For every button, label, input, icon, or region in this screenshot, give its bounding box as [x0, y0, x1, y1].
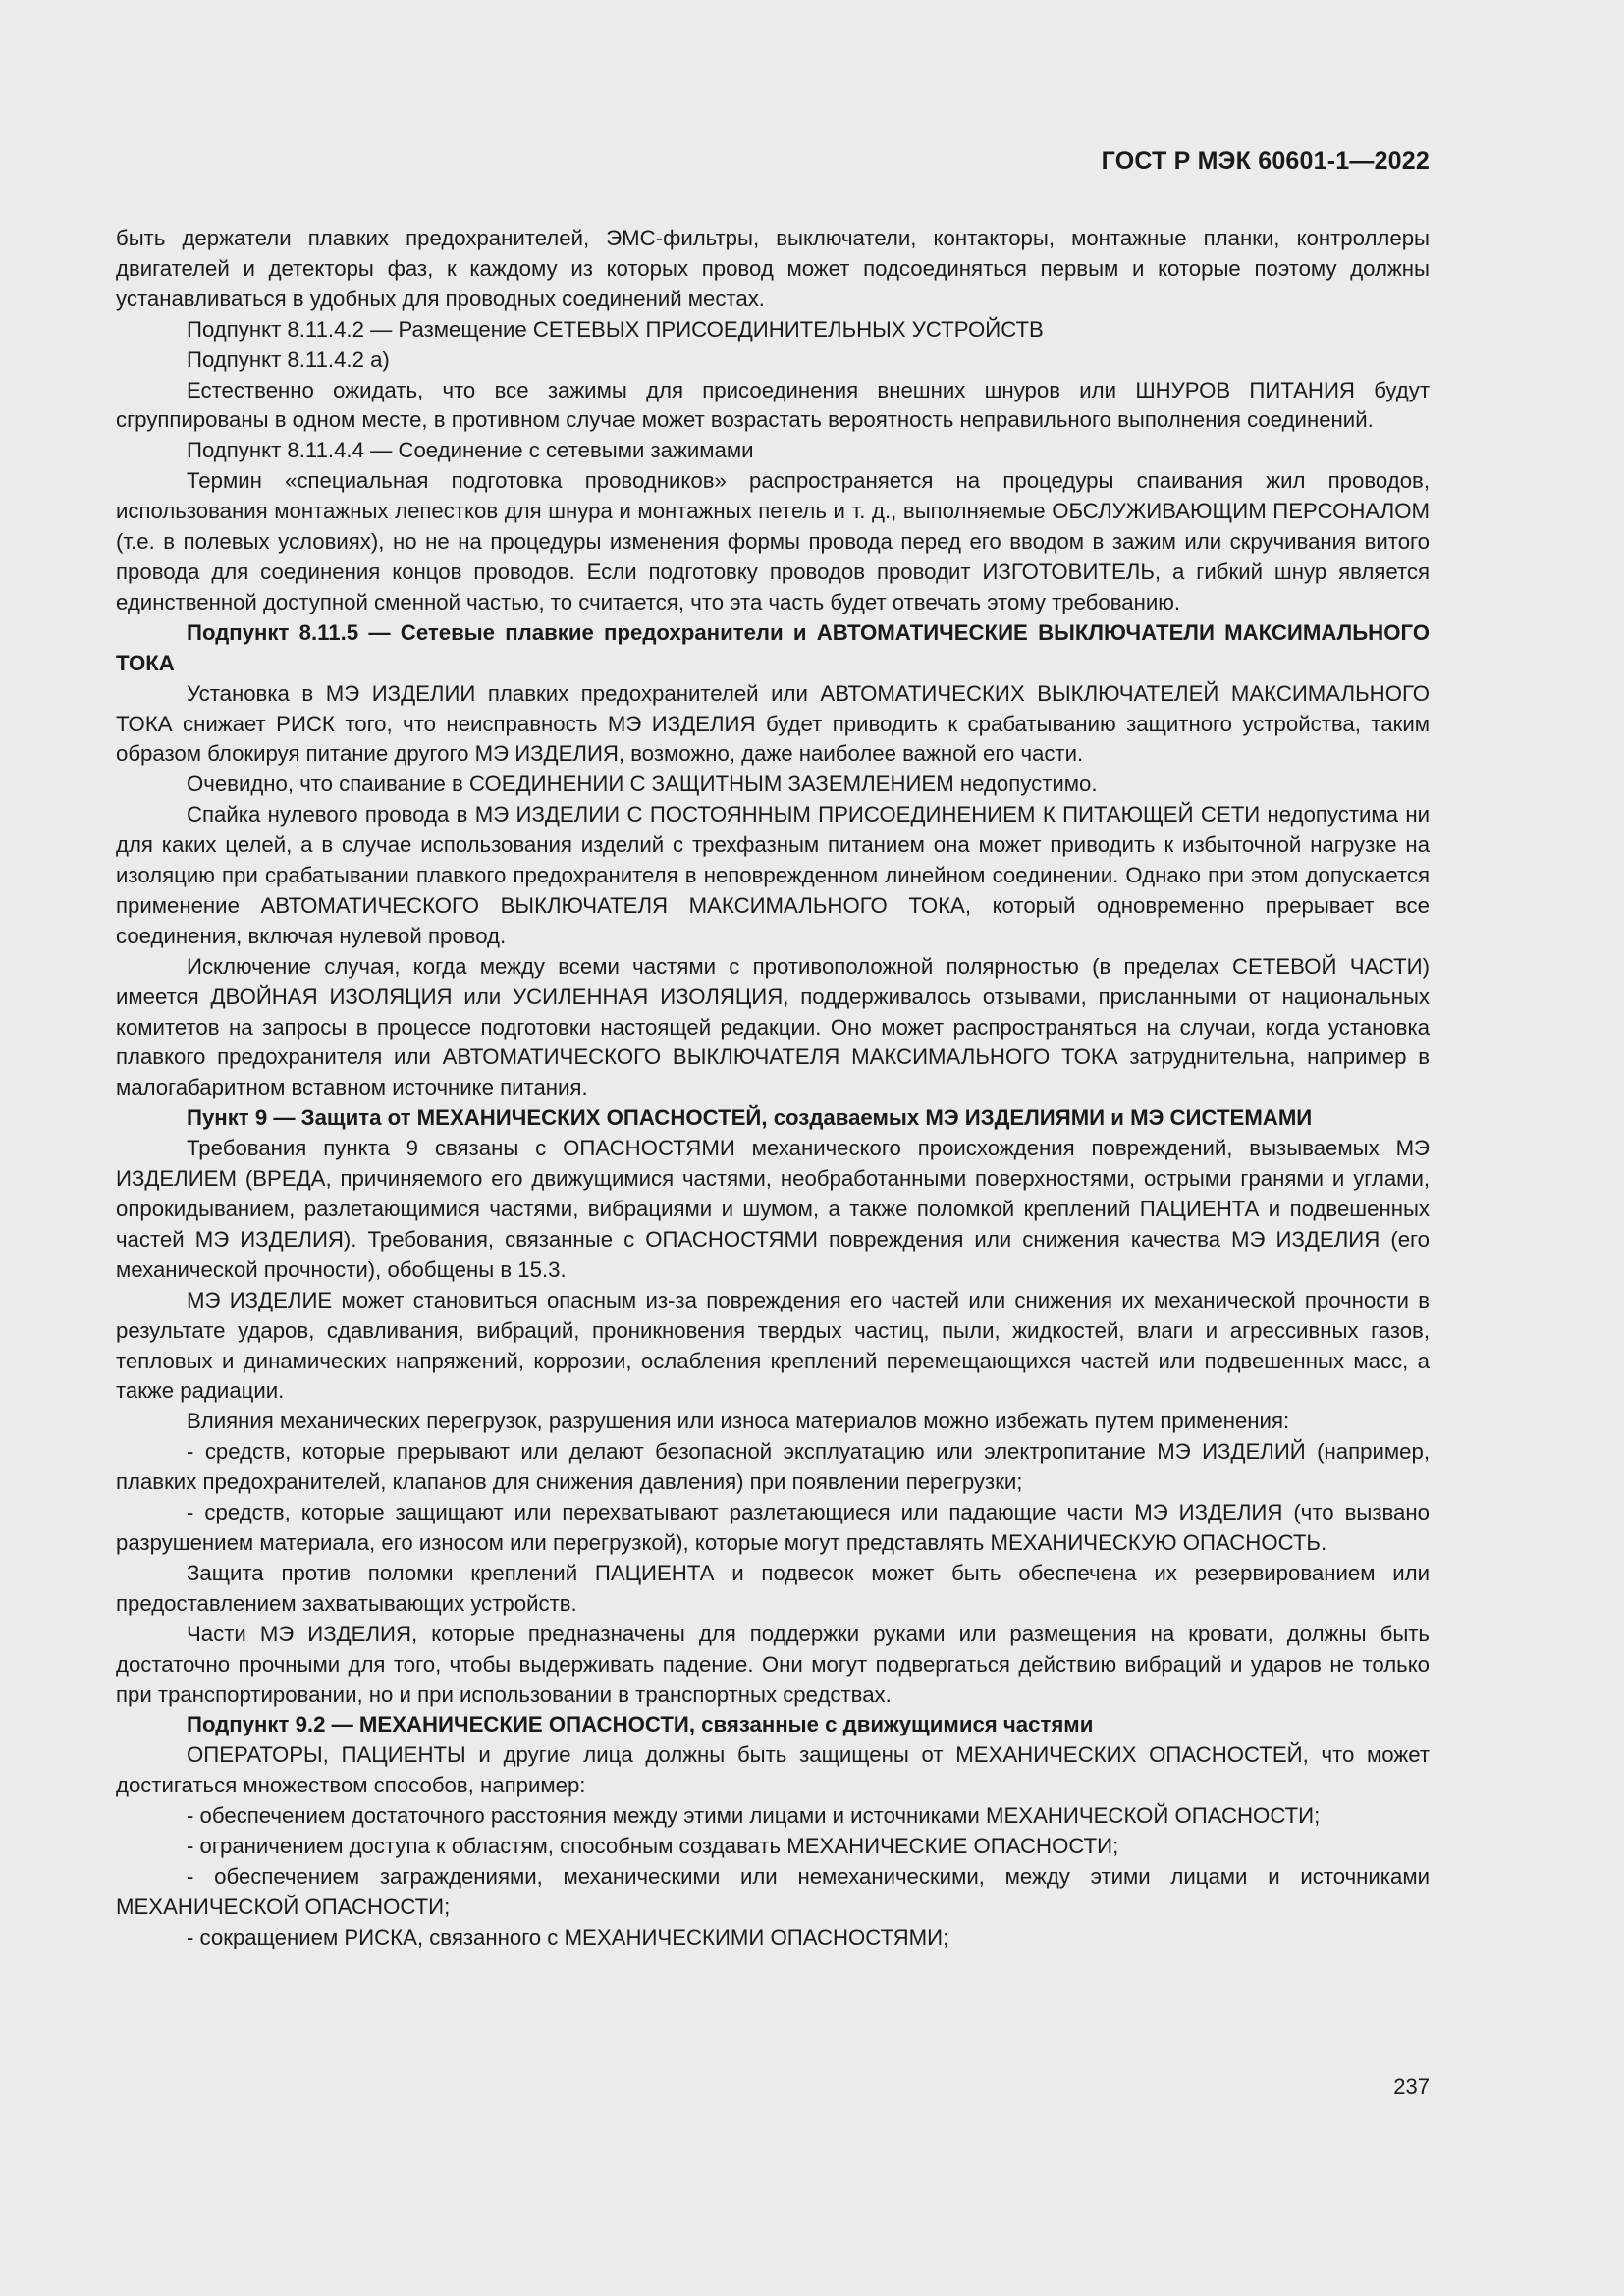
paragraph: Установка в МЭ ИЗДЕЛИИ плавких предохранителей или АВТОМАТИЧЕСКИХ ВЫКЛЮЧАТЕЛЕЙ МАКСИМАЛЬНОГО ТОКА снижает РИСК того, что неисправность МЭ ИЗДЕЛИЯ будет приводить к срабатыванию защитного устройства, таким образом блокируя питание другого МЭ ИЗДЕЛИЯ, возможно, даже наиболее важной его части.: [116, 680, 1430, 767]
subclause-heading: Подпункт 8.11.4.4 — Соединение с сетевыми зажимами: [187, 438, 754, 463]
list-item: - сокращением РИСКА, связанного с МЕХАНИЧЕСКИМИ ОПАСНОСТЯМИ;: [187, 1924, 949, 1949]
list-item: - средств, которые защищают или перехватывают разлетающиеся или падающие части МЭ ИЗДЕЛИЯ (что вызвано разрушением материала, его износом или перегрузкой), которые могут представлять МЕХАНИЧЕСКУЮ ОПАСНОСТЬ.: [116, 1500, 1430, 1555]
page-number: 237: [1393, 2074, 1430, 2099]
list-item: - обеспечением заграждениями, механическими или немеханическими, между этими лицами и источниками МЕХАНИЧЕСКОЙ ОПАСНОСТИ;: [116, 1863, 1430, 1919]
paragraph: Естественно ожидать, что все зажимы для присоединения внешних шнуров или ШНУРОВ ПИТАНИЯ будут сгруппированы в одном месте, в противном случае может возрастать вероятность неправильного выполнения соединений.: [116, 377, 1430, 433]
subclause-heading: Подпункт 8.11.4.2 а): [187, 347, 390, 372]
paragraph: Термин «специальная подготовка проводников» распространяется на процедуры спаивания жил проводов, использования монтажных лепестков для шнура и монтажных петель и т. д., выполняемые ОБСЛУЖИВАЮЩИМ ПЕРСОНАЛОМ (т.е. в полевых условиях), но не на процедуры изменения формы провода перед его вводом в зажим или скручивания витого провода для соединения концов проводов. Если подготовку проводов проводит ИЗГОТОВИТЕЛЬ, а гибкий шнур является единственной доступной сменной частью, то считается, что эта часть будет отвечать этому требованию.: [116, 468, 1430, 614]
paragraph: ОПЕРАТОРЫ, ПАЦИЕНТЫ и другие лица должны быть защищены от МЕХАНИЧЕСКИХ ОПАСНОСТЕЙ, что может достигаться множеством способов, например:: [116, 1742, 1430, 1798]
bold-subclause-heading: Подпункт 9.2 — МЕХАНИЧЕСКИЕ ОПАСНОСТИ, связанные с движущимися частями: [187, 1712, 1094, 1737]
subclause-heading: Подпункт 8.11.4.2 — Размещение СЕТЕВЫХ ПРИСОЕДИНИТЕЛЬНЫХ УСТРОЙСТВ: [187, 316, 1044, 342]
list-item: - средств, которые прерывают или делают безопасной эксплуатацию или электропитание МЭ ИЗДЕЛИЙ (например, плавких предохранителей, клапанов для снижения давления) при появлении перегрузки;: [116, 1439, 1430, 1495]
paragraph: быть держатели плавких предохранителей, ЭМС-фильтры, выключатели, контакторы, монтажные планки, контроллеры двигателей и детекторы фаз, к каждому из которых провод может подсоединяться первым и которые поэтому должны устанавливаться в удобных для проводных соединений местах.: [116, 226, 1430, 311]
paragraph: МЭ ИЗДЕЛИЕ может становиться опасным из-за повреждения его частей или снижения их механической прочности в результате ударов, сдавливания, вибраций, проникновения твердых частиц, пыли, жидкостей, влаги и агрессивных газов, тепловых и динамических напряжений, коррозии, ослабления креплений перемещающихся частей или подвешенных масс, а также радиации.: [116, 1287, 1430, 1404]
paragraph: Спайка нулевого провода в МЭ ИЗДЕЛИИ С ПОСТОЯННЫМ ПРИСОЕДИНЕНИЕМ К ПИТАЮЩЕЙ СЕТИ недопустима ни для каких целей, а в случае использования изделий с трехфазным питанием она может приводить к избыточной нагрузке на изоляцию при срабатывании плавкого предохранителя в неповрежденном линейном соединении. Однако при этом допускается применение АВТОМАТИЧЕСКОГО ВЫКЛЮЧАТЕЛЯ МАКСИМАЛЬНОГО ТОКА, который одновременно прерывает все соединения, включая нулевой провод.: [116, 802, 1430, 948]
list-item: - ограничением доступа к областям, способным создавать МЕХАНИЧЕСКИЕ ОПАСНОСТИ;: [187, 1834, 1119, 1859]
document-body: [116, 224, 1430, 1953]
paragraph: Требования пункта 9 связаны с ОПАСНОСТЯМИ механического происхождения повреждений, вызываемых МЭ ИЗДЕЛИЕМ (ВРЕДА, причиняемого его движущимися частями, необработанными поверхностями, острыми гранями и углами, опрокидыванием, разлетающимися частями, вибрациями и шумом, а также поломкой креплений ПАЦИЕНТА и подвешенных частей МЭ ИЗДЕЛИЯ). Требования, связанные с ОПАСНОСТЯМИ повреждения или снижения качества МЭ ИЗДЕЛИЯ (его механической прочности), обобщены в 15.3.: [116, 1136, 1430, 1282]
paragraph: Исключение случая, когда между всеми частями с противоположной полярностью (в пределах СЕТЕВОЙ ЧАСТИ) имеется ДВОЙНАЯ ИЗОЛЯЦИЯ или УСИЛЕННАЯ ИЗОЛЯЦИЯ, поддерживалось отзывами, присланными от национальных комитетов на запросы в процессе подготовки настоящей редакции. Оно может распространяться на случаи, когда установка плавкого предохранителя или АВТОМАТИЧЕСКОГО ВЫКЛЮЧАТЕЛЯ МАКСИМАЛЬНОГО ТОКА затруднительна, например в малогабаритном вставном источнике питания.: [116, 953, 1430, 1100]
paragraph: Влияния механических перегрузок, разрушения или износа материалов можно избежать путем применения:: [187, 1409, 1290, 1434]
paragraph: Защита против поломки креплений ПАЦИЕНТА и подвесок может быть обеспечена их резервированием или предоставлением захватывающих устройств.: [116, 1560, 1430, 1616]
list-item: - обеспечением достаточного расстояния между этими лицами и источниками МЕХАНИЧЕСКОЙ ОПАСНОСТИ;: [187, 1803, 1321, 1829]
paragraph: Очевидно, что спаивание в СОЕДИНЕНИИ С ЗАЩИТНЫМ ЗАЗЕМЛЕНИЕМ недопустимо.: [187, 772, 1098, 797]
bold-subclause-heading: Подпункт 8.11.5 — Сетевые плавкие предохранители и АВТОМАТИЧЕСКИЕ ВЫКЛЮЧАТЕЛИ МАКСИМАЛЬНОГО ТОКА: [116, 619, 1430, 675]
paragraph: Части МЭ ИЗДЕЛИЯ, которые предназначены для поддержки руками или размещения на кровати, должны быть достаточно прочными для того, чтобы выдерживать падение. Они могут подвергаться действию вибраций и ударов не только при транспортировании, но и при использовании в транспортных средствах.: [116, 1621, 1430, 1707]
page-header-doc-code: ГОСТ Р МЭК 60601-1—2022: [1101, 147, 1430, 175]
bold-clause-heading: Пункт 9 — Защита от МЕХАНИЧЕСКИХ ОПАСНОСТЕЙ, создаваемых МЭ ИЗДЕЛИЯМИ и МЭ СИСТЕМАМИ: [187, 1105, 1313, 1131]
